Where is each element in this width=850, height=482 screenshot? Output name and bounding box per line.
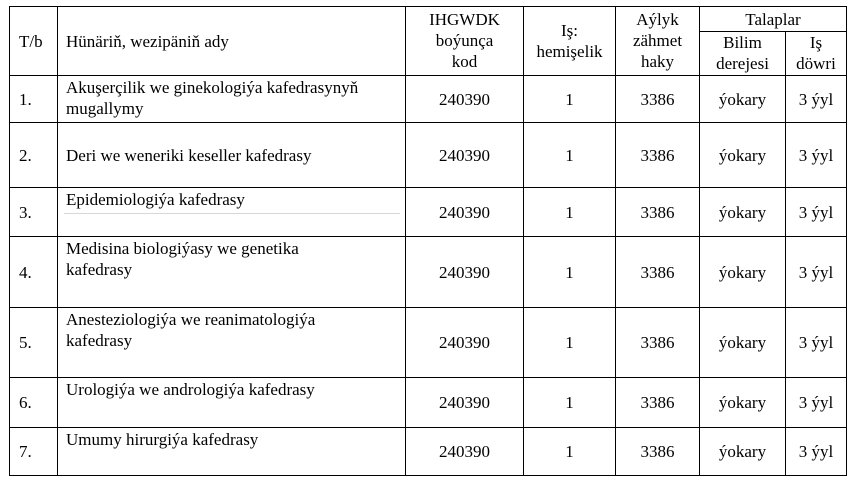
code-cell: 240390 (406, 428, 524, 476)
header-code-line: boýunça (435, 31, 494, 50)
header-education-line: derejesi (716, 54, 769, 73)
header-experience (786, 32, 847, 76)
header-salary-line: haky (640, 52, 675, 71)
text-underline (64, 213, 400, 214)
workload-cell: 1 (524, 428, 616, 476)
header-workload (524, 7, 616, 76)
salary-cell: 3386 (616, 188, 700, 237)
experience-cell: 3 ýyl (786, 123, 847, 188)
header-education-line: Bilim (723, 33, 762, 52)
table-row (10, 428, 847, 476)
profession-name-line: Anesteziologiýa we reanimatologiýa (66, 310, 316, 329)
code-cell: 240390 (406, 378, 524, 428)
row-number: 5. (10, 308, 58, 378)
profession-name (58, 308, 406, 378)
profession-name-line: Umumy hirurgiýa kafedrasy (66, 430, 259, 449)
table-row (10, 123, 847, 188)
header-row-1 (10, 7, 847, 32)
experience-cell: 3 ýyl (786, 237, 847, 308)
salary-cell: 3386 (616, 237, 700, 308)
salary-cell: 3386 (616, 428, 700, 476)
education-cell: ýokary (700, 188, 786, 237)
workload-cell: 1 (524, 188, 616, 237)
vacancy-table (9, 6, 847, 476)
salary-cell: 3386 (616, 308, 700, 378)
table-row (10, 188, 847, 237)
table-row (10, 378, 847, 428)
header-row-number: T/b (10, 7, 58, 76)
experience-cell: 3 ýyl (786, 378, 847, 428)
table-row (10, 308, 847, 378)
header-experience-line: Iş (809, 33, 823, 52)
row-number: 3. (10, 188, 58, 237)
row-number: 6. (10, 378, 58, 428)
profession-name-line: Medisina biologiýasy we genetika (66, 239, 299, 258)
row-number: 2. (10, 123, 58, 188)
education-cell: ýokary (700, 428, 786, 476)
profession-name-line: Epidemiologiýa kafedrasy (66, 190, 245, 209)
header-workload-line: Iş: (561, 21, 578, 40)
salary-cell: 3386 (616, 123, 700, 188)
experience-cell: 3 ýyl (786, 308, 847, 378)
profession-name-line: Akuşerçilik we ginekologiýa kafedrasynyň (66, 78, 359, 97)
header-code-line: IHGWDK (429, 10, 500, 29)
header-requirements: Talaplar (700, 7, 847, 32)
profession-name-line: kafedrasy (66, 331, 133, 350)
profession-name-line: Deri we weneriki keseller kafedrasy (66, 145, 312, 165)
profession-name (58, 237, 406, 308)
code-cell: 240390 (406, 123, 524, 188)
experience-cell: 3 ýyl (786, 76, 847, 123)
table-row (10, 76, 847, 123)
header-code (406, 7, 524, 76)
header-code-line: kod (451, 52, 478, 71)
education-cell: ýokary (700, 308, 786, 378)
table-row (10, 237, 847, 308)
profession-name (58, 378, 406, 428)
header-profession: Hünäriň, wezipäniň ady (58, 7, 406, 76)
profession-name (58, 188, 406, 237)
experience-cell: 3 ýyl (786, 428, 847, 476)
code-cell: 240390 (406, 237, 524, 308)
profession-name-line: Urologiýa we andrologiýa kafedrasy (66, 380, 315, 399)
header-experience-line: döwri (796, 54, 836, 73)
header-education (700, 32, 786, 76)
header-salary-line: zähmet (632, 31, 683, 50)
workload-cell: 1 (524, 378, 616, 428)
profession-name (58, 123, 406, 188)
workload-cell: 1 (524, 308, 616, 378)
code-cell: 240390 (406, 188, 524, 237)
profession-name-line: mugallymy (66, 99, 144, 118)
header-salary-line: Aýlyk (636, 10, 679, 29)
workload-cell: 1 (524, 237, 616, 308)
education-cell: ýokary (700, 237, 786, 308)
header-salary (616, 7, 700, 76)
row-number: 7. (10, 428, 58, 476)
code-cell: 240390 (406, 76, 524, 123)
profession-name (58, 76, 406, 123)
salary-cell: 3386 (616, 76, 700, 123)
salary-cell: 3386 (616, 378, 700, 428)
education-cell: ýokary (700, 123, 786, 188)
education-cell: ýokary (700, 76, 786, 123)
experience-cell: 3 ýyl (786, 188, 847, 237)
profession-name (58, 428, 406, 476)
workload-cell: 1 (524, 76, 616, 123)
header-workload-line: hemişelik (536, 42, 603, 61)
row-number: 1. (10, 76, 58, 123)
row-number: 4. (10, 237, 58, 308)
education-cell: ýokary (700, 378, 786, 428)
profession-name-line: kafedrasy (66, 260, 133, 279)
workload-cell: 1 (524, 123, 616, 188)
code-cell: 240390 (406, 308, 524, 378)
